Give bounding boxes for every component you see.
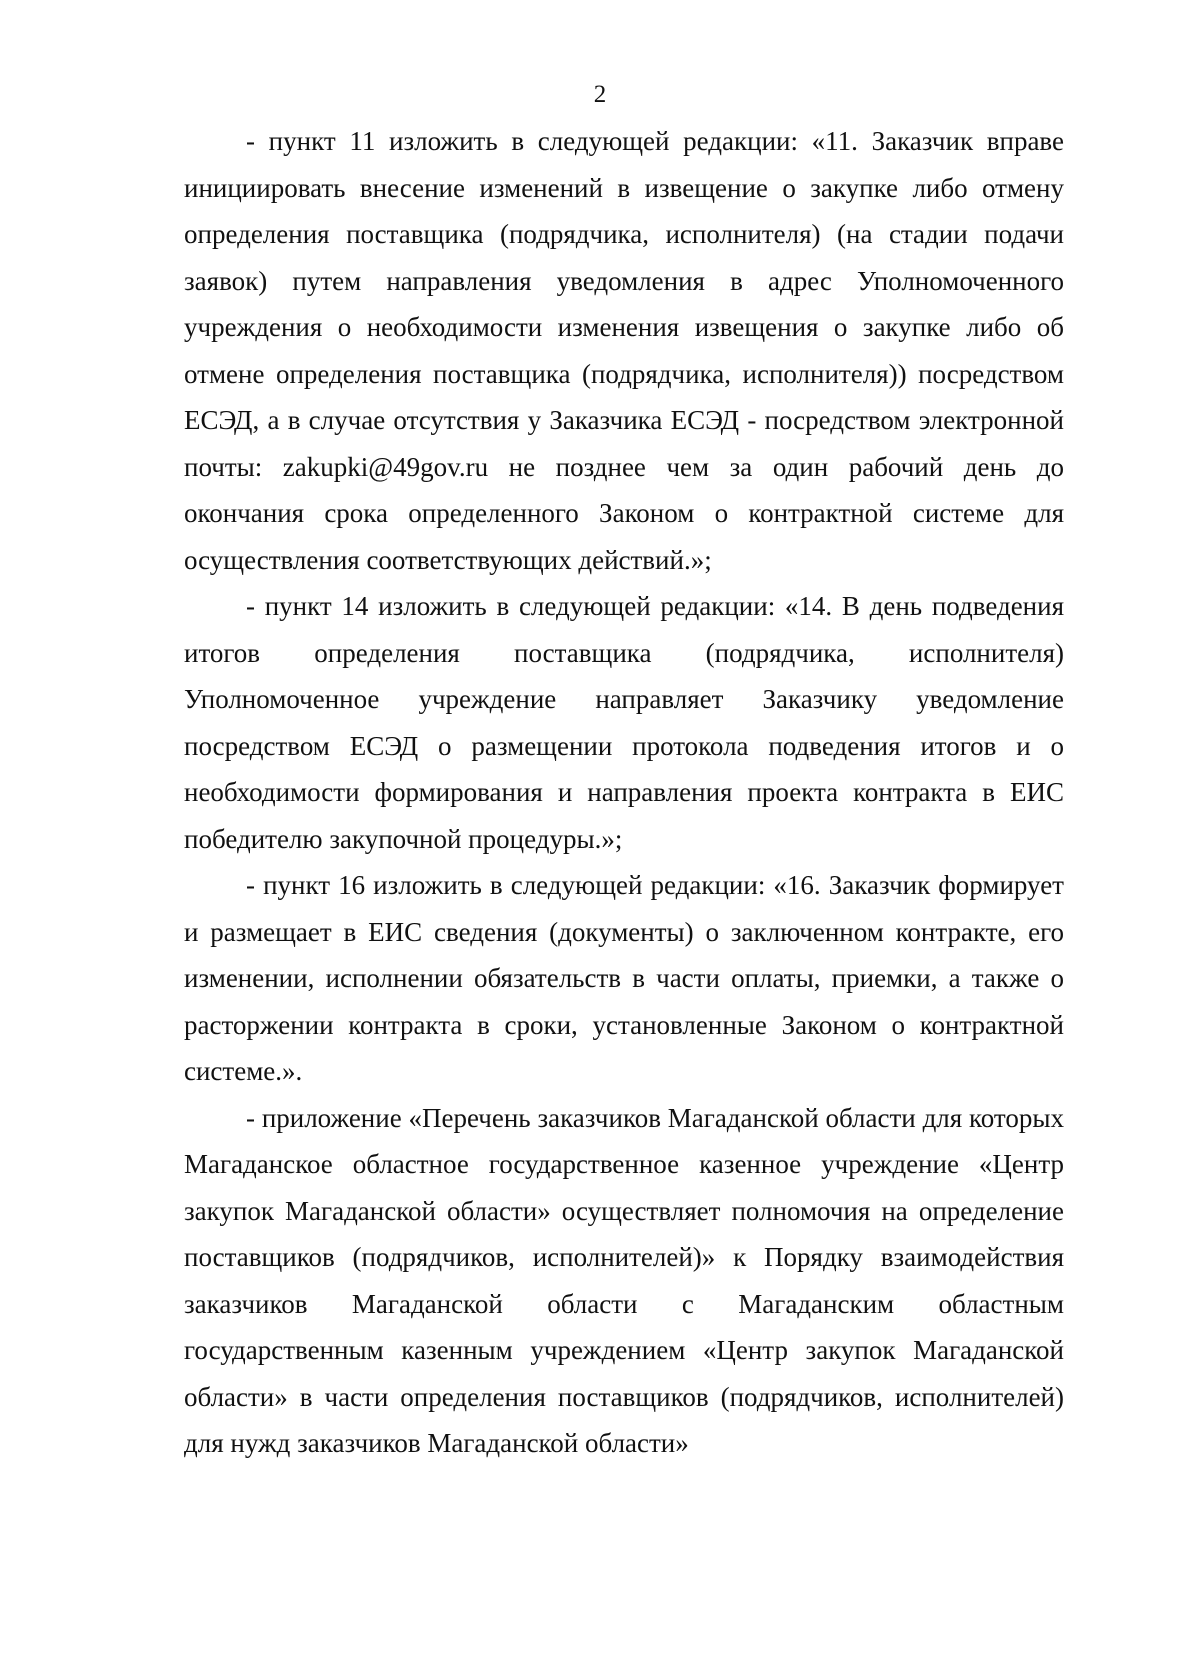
paragraph-appendix: - приложение «Перечень заказчиков Магаданской области для которых Магаданское областное государственное казенное учреждение «Центр закупок Магаданской области» осуществляет полномочия на определение поставщиков (подрядчиков, исполнителей)» к Порядку взаимодействия заказчиков Магаданской области с Магаданским областным государственным казенным учреждением «Центр закупок Магаданской области» в части определения поставщиков (подрядчиков, исполнителей) для нужд заказчиков Магаданской области» [184, 1102, 1064, 1458]
paragraph-item-14: - пункт 14 изложить в следующей редакции: «14. В день подведения итогов определения поставщика (подрядчика, исполнителя) Уполномоченное учреждение направляет Заказчику уведомление посредством ЕСЭД о размещении протокола подведения итогов и о необходимости формирования и направления проекта контракта в ЕИС победителю закупочной процедуры.»; [184, 591, 1064, 854]
paragraph-item-11: - пункт 11 изложить в следующей редакции: «11. Заказчик вправе инициировать внесение изменений в извещение о закупке либо отмену определения поставщика (подрядчика, исполнителя) (на стадии подачи заявок) путем направления уведомления в адрес Уполномоченного учреждения о необходимости изменения извещения о закупке либо об отмене определения поставщика (подрядчика, исполнителя)) посредством ЕСЭД, а в случае отсутствия у Заказчика ЕСЭД - посредством электронной почты: zakupki@49gov.ru не позднее чем за один рабочий день до окончания срока определенного Законом о контрактной системе для осуществления соответствующих действий.»; [184, 126, 1064, 575]
page-number: 2 [593, 81, 607, 108]
document-body [184, 118, 1064, 1467]
paragraph-item-16: - пункт 16 изложить в следующей редакции: «16. Заказчик формирует и размещает в ЕИС сведения (документы) о заключенном контракте, его изменении, исполнении обязательств в части оплаты, приемки, а также о расторжении контракта в сроки, установленные Законом о контрактной системе.». [184, 870, 1064, 1086]
